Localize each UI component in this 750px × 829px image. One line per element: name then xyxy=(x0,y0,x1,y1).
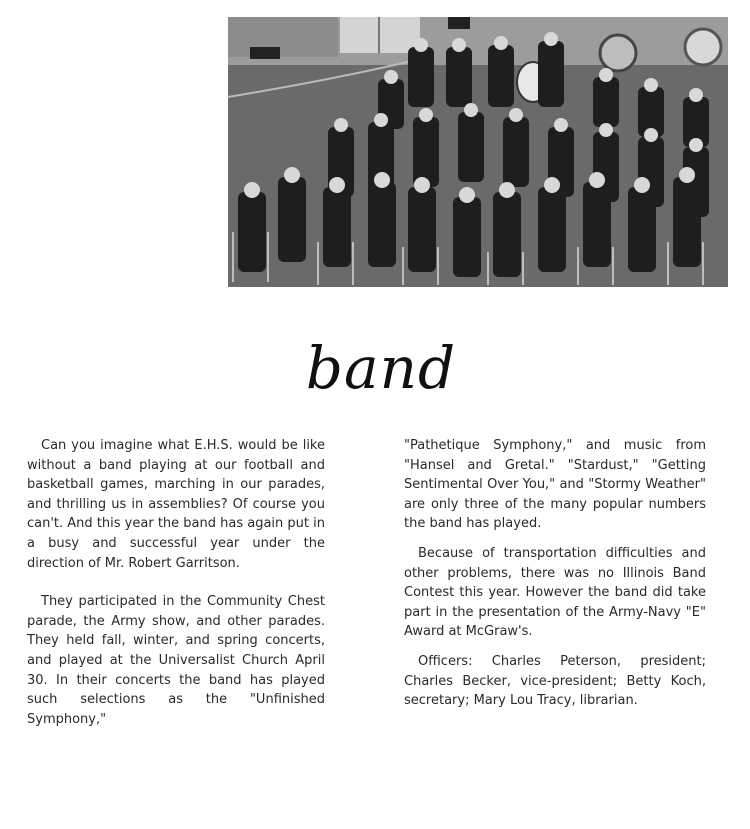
page-title: band xyxy=(305,334,457,402)
paragraph: They participated in the Community Chest parade, the Army show, and other parades. They held fall, winter, and spring concerts, and played at the Universalist Church April 30. In their concerts the band has played such selections as the "Unfinished Symphony," xyxy=(27,594,325,727)
band-photo-graphic xyxy=(228,17,728,287)
band-photo xyxy=(228,17,728,287)
paragraph: Officers: Charles Peterson, president; Charles Becker, vice-president; Betty Koch, secretary; Mary Lou Tracy, librarian. xyxy=(404,653,706,709)
paragraph: "Pathetique Symphony," and music from "Hansel and Gretal." "Stardust," "Getting Sentimental Over You," and "Stormy Weather" are only three of the many popular numbers the band has played. xyxy=(404,438,706,532)
paragraph: Can you imagine what E.H.S. would be like without a band playing at our football and basketball games, marching in our parades, and thrilling us in assemblies? Of course you can't. And this year the band has again put in a busy and successful year under the direction of Mr. Robert Garritson. xyxy=(27,438,325,571)
right-column xyxy=(404,436,706,711)
paragraph: Because of transportation difficulties and other problems, there was no Illinois Band Contest this year. However the band did take part in the presentation of the Army-Navy "E" Award at McGraw's. xyxy=(404,545,706,640)
left-column xyxy=(27,436,325,729)
